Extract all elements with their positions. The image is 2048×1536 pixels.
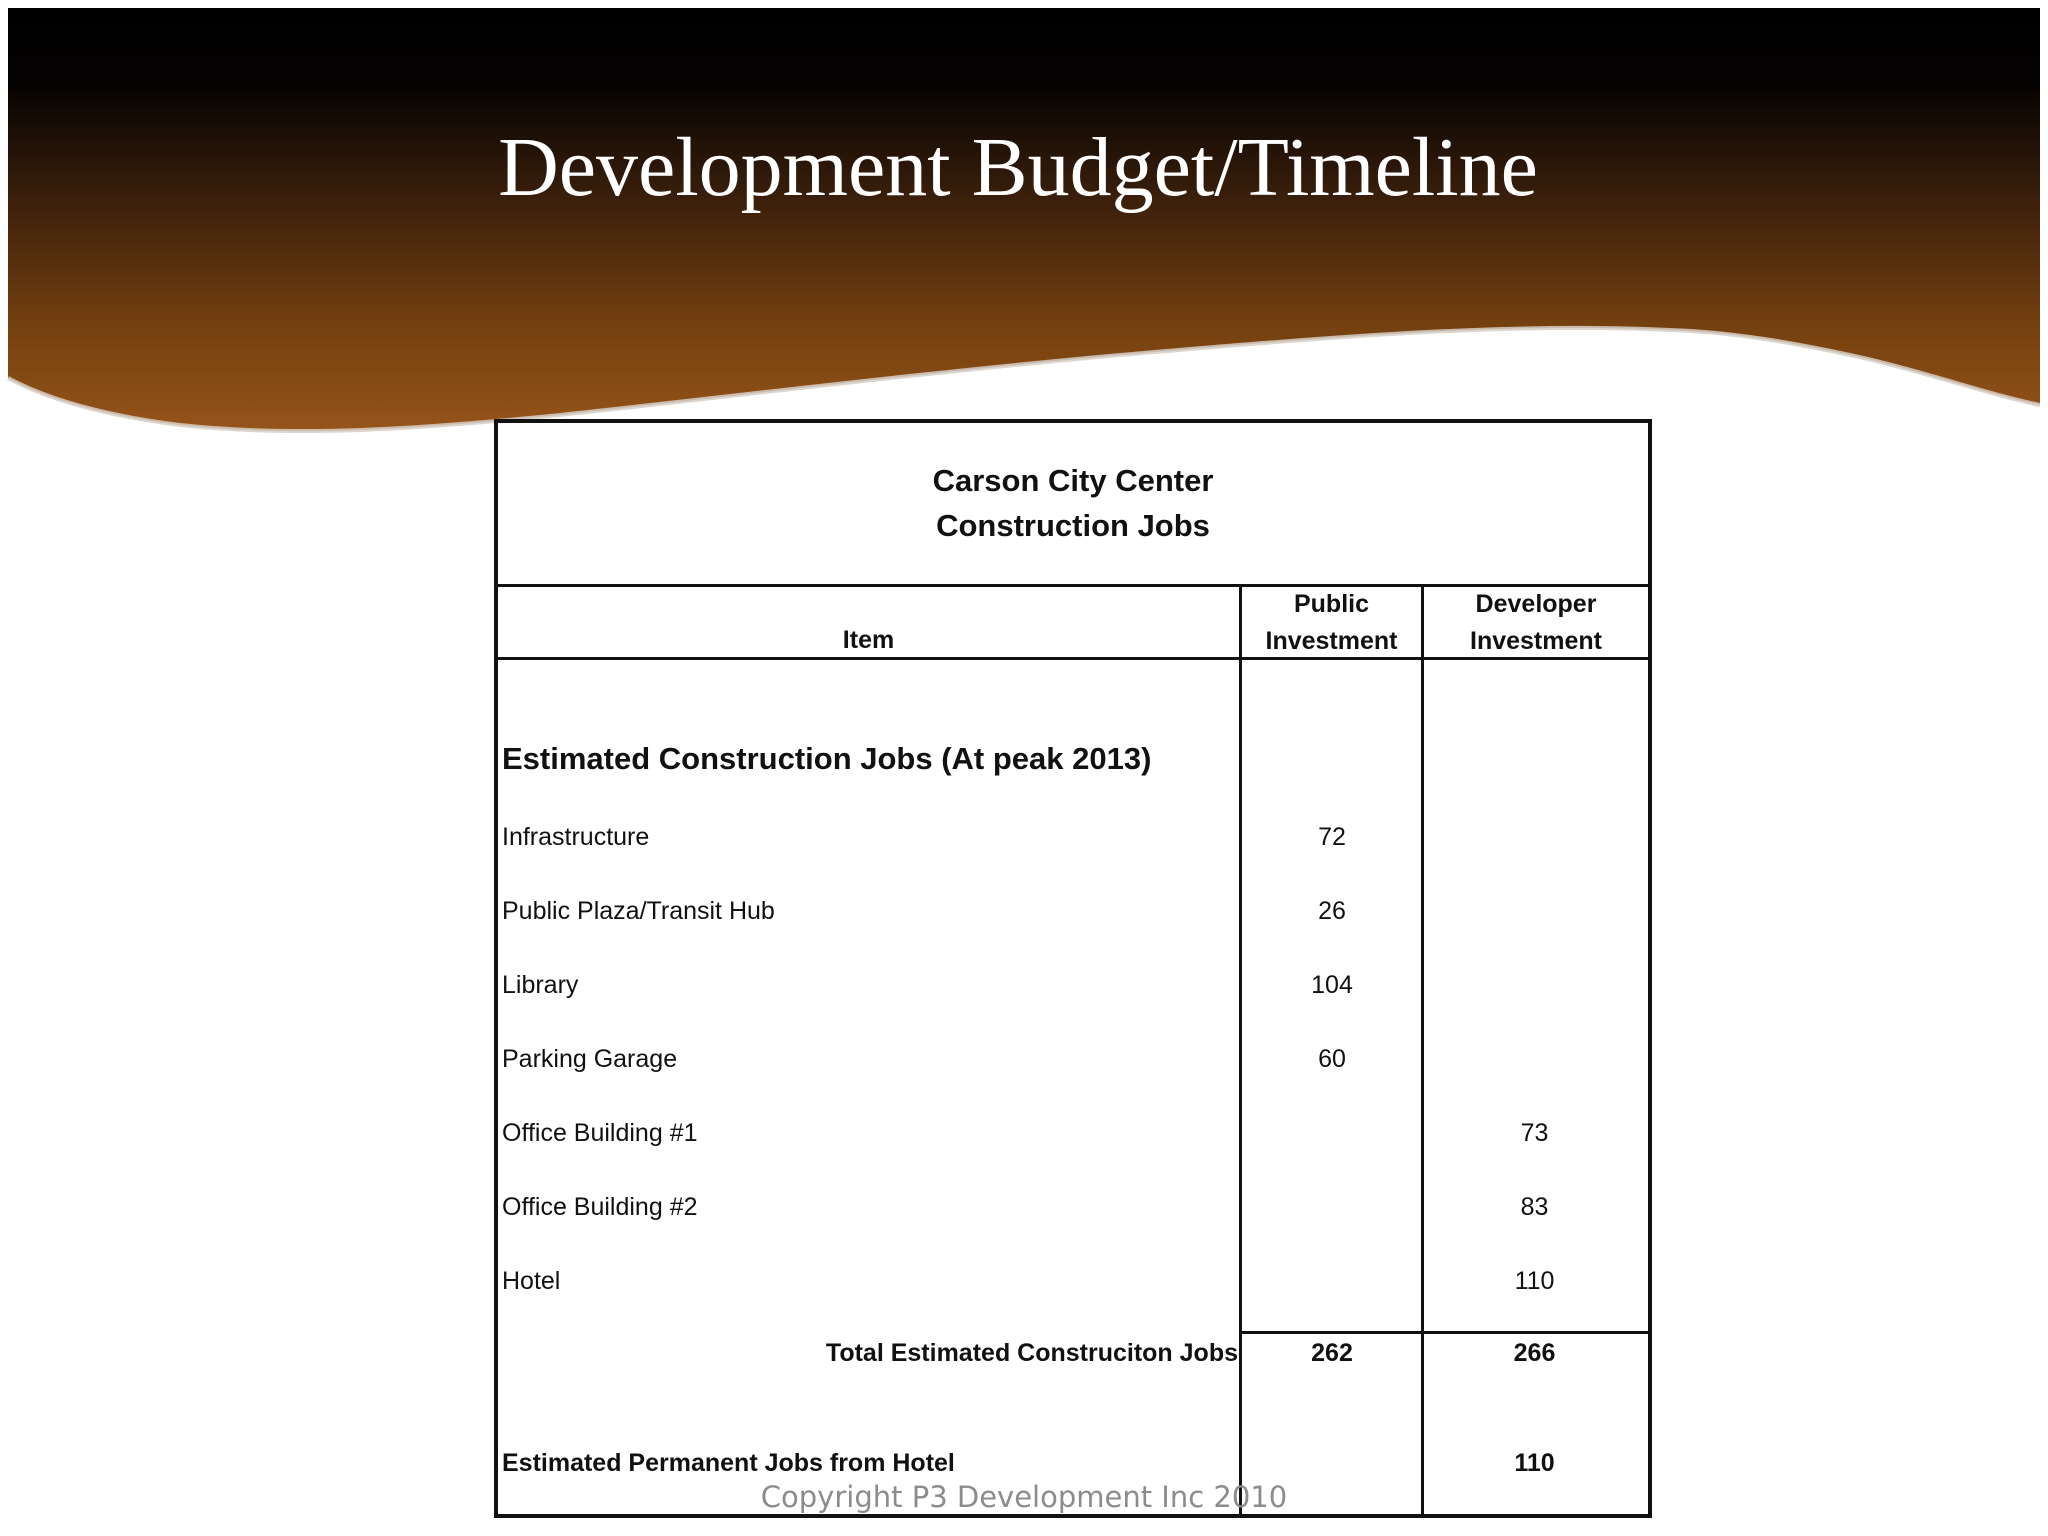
row-developer-value: 110: [1514, 1267, 1555, 1295]
column-header-developer: [1424, 586, 1648, 660]
row-item: Infrastructure: [502, 823, 650, 851]
row-item: Office Building #2: [502, 1193, 698, 1221]
table-row: [502, 891, 1644, 931]
table-title-line2: Construction Jobs: [936, 508, 1210, 543]
row-public-value: 26: [1318, 897, 1346, 925]
table-row: [502, 817, 1644, 857]
table-row: [502, 1039, 1644, 1079]
column-header-developer-line2: Investment: [1470, 627, 1602, 655]
row-item: Public Plaza/Transit Hub: [502, 897, 775, 925]
column-header-public-line1: Public: [1293, 590, 1369, 618]
table-title-line1: Carson City Center: [932, 463, 1214, 498]
row-item: Parking Garage: [502, 1045, 678, 1073]
row-public-value: 104: [1311, 971, 1353, 999]
table-row: [502, 1261, 1644, 1301]
row-developer-value: 73: [1520, 1119, 1549, 1147]
header-wave-banner: [0, 0, 2048, 450]
table-title: [494, 458, 1652, 548]
row-item: Library: [502, 971, 579, 999]
row-public-value: 60: [1318, 1045, 1346, 1073]
row-item: Hotel: [502, 1267, 561, 1295]
column-header-developer-line1: Developer: [1475, 590, 1597, 618]
column-header-item: Item: [842, 626, 895, 654]
permanent-jobs-label: Estimated Permanent Jobs from Hotel: [502, 1449, 955, 1477]
permanent-developer-value: 110: [1514, 1449, 1555, 1477]
total-row: [502, 1333, 1644, 1373]
row-item: Office Building #1: [502, 1119, 698, 1147]
table-row: [502, 965, 1644, 1005]
total-label: Total Estimated Construciton Jobs: [825, 1339, 1238, 1367]
copyright-footer: Copyright P3 Development Inc 2010: [760, 1480, 1288, 1514]
row-public-value: 72: [1318, 823, 1346, 851]
row-developer-value: 83: [1520, 1193, 1549, 1221]
table-row: [502, 1187, 1644, 1227]
table-row: [502, 1113, 1644, 1153]
slide-title: Development Budget/Timeline: [498, 121, 1538, 214]
total-public-value: 262: [1311, 1339, 1353, 1367]
section-heading: Estimated Construction Jobs (At peak 2013): [502, 741, 1152, 776]
column-header-public: [1242, 586, 1421, 660]
total-developer-value: 266: [1513, 1339, 1556, 1367]
column-header-public-line2: Investment: [1265, 627, 1398, 655]
